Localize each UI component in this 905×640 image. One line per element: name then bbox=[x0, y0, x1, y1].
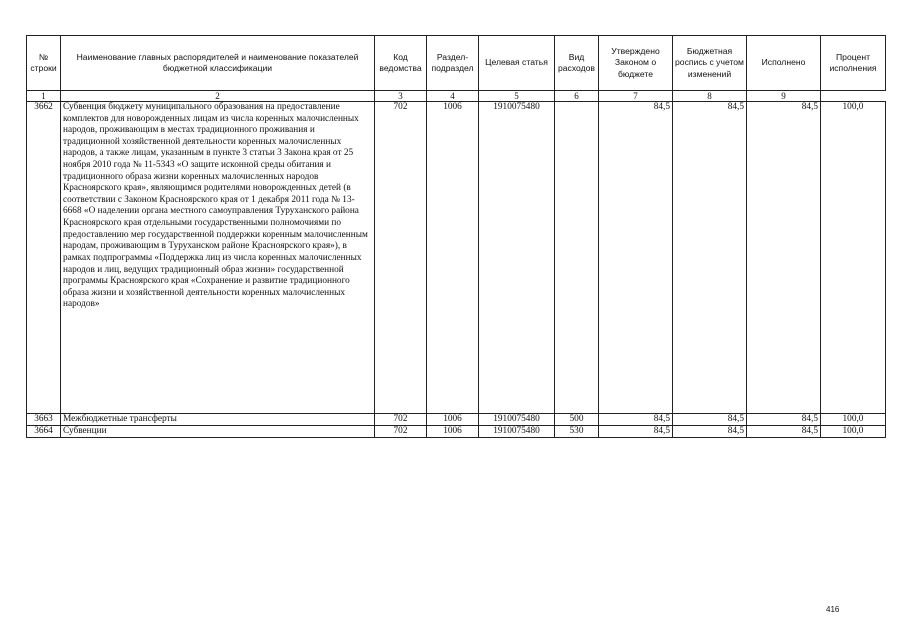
column-number: 6 bbox=[555, 91, 599, 102]
row-target-article: 1910075480 bbox=[479, 102, 555, 414]
row-section: 1006 bbox=[427, 102, 479, 414]
row-approved: 84,5 bbox=[599, 102, 673, 414]
row-approved: 84,5 bbox=[599, 414, 673, 426]
budget-execution-table bbox=[26, 35, 886, 438]
row-expense-type: 530 bbox=[555, 426, 599, 438]
row-section: 1006 bbox=[427, 414, 479, 426]
header-target-article: Целевая статья bbox=[479, 36, 555, 91]
column-number: 2 bbox=[61, 91, 375, 102]
row-name: Межбюджетные трансферты bbox=[61, 414, 375, 426]
table-row bbox=[27, 414, 886, 426]
header-section: Раздел- подраздел bbox=[427, 36, 479, 91]
header-approved: Утверждено Законом о бюджете bbox=[599, 36, 673, 91]
row-approved: 84,5 bbox=[599, 426, 673, 438]
column-number: 8 bbox=[673, 91, 747, 102]
column-number: 4 bbox=[427, 91, 479, 102]
header-expense-type: Вид расходов bbox=[555, 36, 599, 91]
row-executed: 84,5 bbox=[747, 414, 821, 426]
header-dept-code: Код ведомства bbox=[375, 36, 427, 91]
row-dept-code: 702 bbox=[375, 414, 427, 426]
row-number: 3662 bbox=[27, 102, 61, 414]
row-executed: 84,5 bbox=[747, 102, 821, 414]
header-executed: Исполнено bbox=[747, 36, 821, 91]
column-number: 9 bbox=[747, 91, 821, 102]
row-section: 1006 bbox=[427, 426, 479, 438]
header-budget-list: Бюджетная роспись с учетом изменений bbox=[673, 36, 747, 91]
column-number: 1 bbox=[27, 91, 61, 102]
column-number: 5 bbox=[479, 91, 555, 102]
row-dept-code: 702 bbox=[375, 426, 427, 438]
row-name: Субвенции bbox=[61, 426, 375, 438]
row-name: Субвенция бюджету муниципального образования на предоставление комплектов для новорожденных лицам из числа коренных малочисленных народов, проживающим в местах традиционного проживания и традиционной хозяйственной деятельности коренных малочисленных народов, а также лицам, указанным в пункте 3 статьи 3 Закона края от 25 ноября 2010 года № 11-5343 «О защите исконной среды обитания и традиционного образа жизни коренных малочисленных народов Красноярского края», являющимся родителями новорожденных детей (в соответствии с Законом Красноярского края от 1 декабря 2011 года № 13-6668 «О наделении органа местного самоуправления Туруханского района Красноярского края отдельными государственными полномочиями по предоставлению мер государственной поддержки коренным малочисленным народам, проживающим в Туруханском районе Красноярского края»), в рамках подпрограммы «Поддержка лиц из числа коренных малочисленных народов и лиц, ведущих традиционный образ жизни» государственной программы Красноярского края «Сохранение и развитие традиционного образа жизни и хозяйственной деятельности коренных малочисленных народов» bbox=[61, 102, 375, 414]
row-target-article: 1910075480 bbox=[479, 426, 555, 438]
header-name: Наименование главных распорядителей и наименование показателей бюджетной классификации bbox=[61, 36, 375, 91]
row-executed: 84,5 bbox=[747, 426, 821, 438]
row-expense-type bbox=[555, 102, 599, 414]
table-row bbox=[27, 102, 886, 414]
table-row bbox=[27, 426, 886, 438]
row-percent: 100,0 bbox=[821, 426, 886, 438]
column-number: 3 bbox=[375, 91, 427, 102]
row-expense-type: 500 bbox=[555, 414, 599, 426]
row-dept-code: 702 bbox=[375, 102, 427, 414]
row-number: 3664 bbox=[27, 426, 61, 438]
row-number: 3663 bbox=[27, 414, 61, 426]
row-percent: 100,0 bbox=[821, 414, 886, 426]
header-row-no: № строки bbox=[27, 36, 61, 91]
page-number: 416 bbox=[826, 605, 840, 614]
column-number: 7 bbox=[599, 91, 673, 102]
row-percent: 100,0 bbox=[821, 102, 886, 414]
header-row bbox=[27, 36, 886, 91]
row-budget-list: 84,5 bbox=[673, 102, 747, 414]
header-percent: Процент исполнения bbox=[821, 36, 886, 91]
column-number-row bbox=[27, 91, 886, 102]
row-target-article: 1910075480 bbox=[479, 414, 555, 426]
row-budget-list: 84,5 bbox=[673, 426, 747, 438]
row-budget-list: 84,5 bbox=[673, 414, 747, 426]
